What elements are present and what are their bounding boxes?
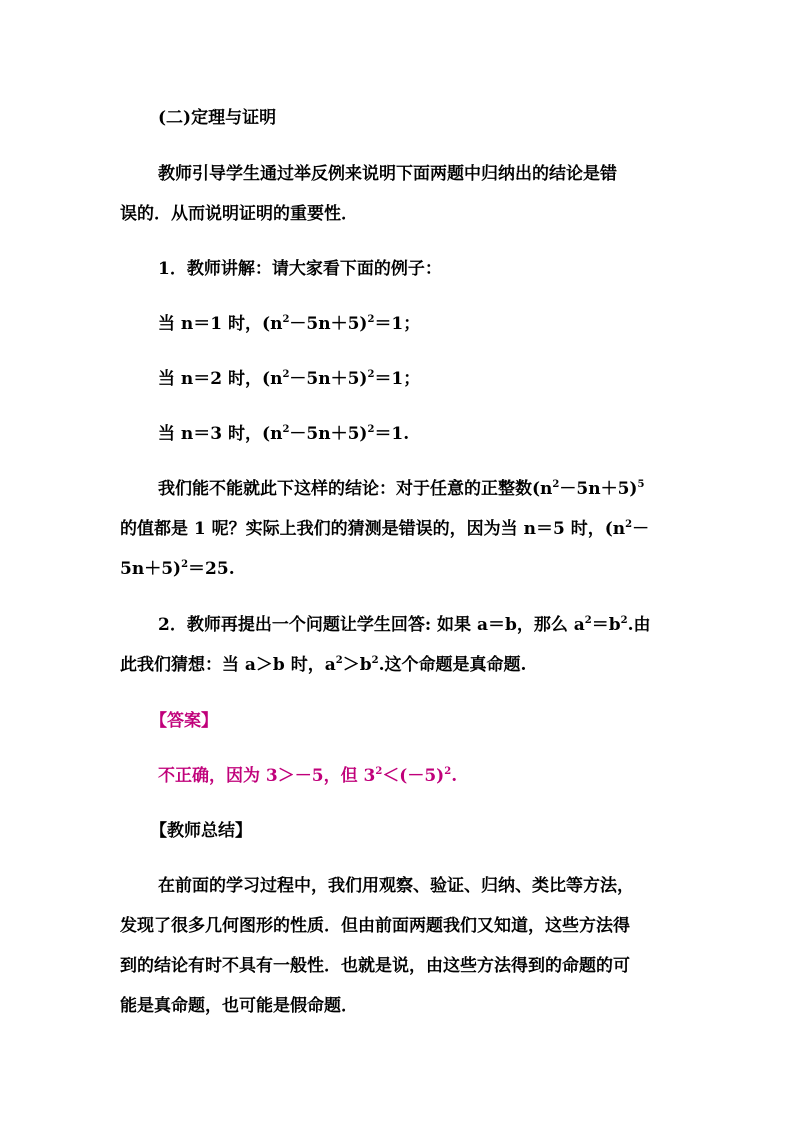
case-2-pre: 当 n＝2 时，(n — [158, 369, 283, 389]
question-line-3-post: ＝25. — [188, 559, 235, 579]
exponent: 2 — [552, 479, 560, 490]
item2-line-2 — [120, 653, 526, 677]
exponent: 2 — [444, 766, 452, 777]
case-3-pre: 当 n＝3 时，(n — [158, 424, 283, 444]
summary-line-3: 到的结论有时不具有一般性．也就是说，由这些方法得到的命题的可 — [120, 956, 630, 976]
case-2 — [158, 367, 420, 391]
case-1-pre: 当 n＝1 时，(n — [158, 314, 283, 334]
exponent: 2 — [375, 766, 383, 777]
case-1-post: ＝1； — [374, 314, 421, 334]
case-3-post: ＝1. — [374, 424, 410, 444]
item2-line-1-pre: 2．教师再提出一个问题让学生回答: 如果 a＝b，那么 a — [158, 615, 585, 635]
answer-label: 【答案】 — [150, 711, 218, 731]
case-3 — [158, 422, 409, 446]
case-3-mid: －5n＋5) — [289, 424, 368, 444]
summary-label: 【教师总结】 — [150, 821, 252, 841]
item2-line-1 — [158, 613, 651, 637]
intro-line-1: 教师引导学生通过举反例来说明下面两题中归纳出的结论是错 — [158, 164, 617, 184]
item2-line-1-post: .由 — [627, 615, 651, 635]
item2-line-2-post: .这个命题是真命题. — [378, 655, 527, 675]
answer-text — [158, 764, 457, 788]
question-line-1-mid: －5n＋5) — [559, 479, 638, 499]
summary-line-4: 能是真命题，也可能是假命题． — [120, 996, 358, 1016]
case-1-mid: －5n＋5) — [289, 314, 368, 334]
exponent: 2 — [367, 424, 375, 435]
case-2-mid: －5n＋5) — [289, 369, 368, 389]
summary-line-1: 在前面的学习过程中，我们用观察、验证、归纳、类比等方法， — [158, 876, 634, 896]
exponent: 2 — [625, 519, 633, 530]
question-line-1-pre: 我们能不能就此下这样的结论：对于任意的正整数(n — [158, 479, 553, 499]
answer-text-pre: 不正确，因为 3＞－5，但 3 — [158, 766, 376, 786]
question-line-2-text: 的值都是 1 呢？实际上我们的猜测是错误的，因为当 n＝5 时，(n — [120, 519, 626, 539]
exponent: 2 — [620, 615, 628, 626]
question-line-3-pre: 5n＋5) — [120, 559, 182, 579]
answer-text-post: . — [451, 766, 458, 786]
case-1 — [158, 312, 420, 336]
item2-line-2-pre: 此我们猜想：当 a＞b 时，a — [120, 655, 336, 675]
exponent: 2 — [181, 559, 189, 570]
item1-title: 1．教师讲解：请大家看下面的例子： — [158, 259, 442, 279]
exponent: 2 — [371, 655, 379, 666]
exponent: 2 — [282, 424, 290, 435]
question-line-1 — [158, 477, 644, 501]
section-heading: (二)定理与证明 — [158, 108, 277, 128]
case-2-post: ＝1； — [374, 369, 421, 389]
exponent: 2 — [282, 369, 290, 380]
item2-line-2-mid: ＞b — [342, 655, 372, 675]
answer-text-mid: ＜(－5) — [382, 766, 445, 786]
question-line-3 — [120, 557, 235, 581]
intro-line-2: 误的．从而说明证明的重要性． — [120, 204, 358, 224]
exponent: 5 — [637, 479, 645, 490]
exponent: 2 — [282, 314, 290, 325]
exponent: 2 — [367, 369, 375, 380]
exponent: 2 — [335, 655, 343, 666]
exponent: 2 — [367, 314, 375, 325]
summary-line-2: 发现了很多几何图形的性质．但由前面两题我们又知道，这些方法得 — [120, 916, 630, 936]
item2-line-1-mid: ＝b — [591, 615, 621, 635]
exponent: 2 — [584, 615, 592, 626]
question-line-2 — [120, 517, 649, 541]
question-line-2-post: － — [632, 519, 650, 539]
